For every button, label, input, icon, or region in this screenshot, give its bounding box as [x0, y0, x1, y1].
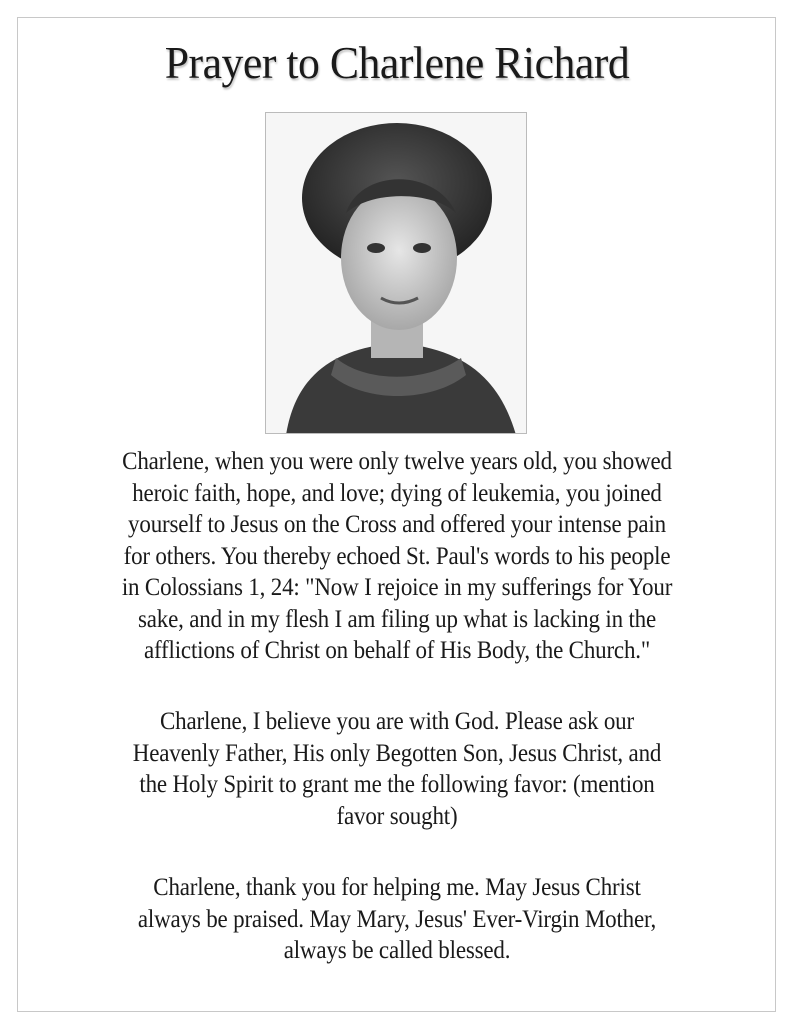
- paragraph-closing: [0, 872, 794, 967]
- text-line: yourself to Jesus on the Cross and offered your intense pain: [128, 511, 666, 538]
- text-line: favor sought): [336, 802, 458, 830]
- text-line: in Colossians 1, 24: "Now I rejoice in my sufferings for Your: [121, 574, 673, 601]
- portrait-image: [266, 113, 527, 434]
- text-line: always be praised. May Mary, Jesus' Ever-Virgin Mother,: [137, 905, 657, 933]
- text-line: afflictions of Christ on behalf of His Body, the Church.": [143, 637, 651, 664]
- text-line: Heavenly Father, His only Begotten Son, Jesus Christ, and: [132, 739, 662, 767]
- paragraph-intro: [0, 446, 794, 667]
- text-line: the Holy Spirit to grant me the following favor: (mention: [139, 771, 655, 798]
- text-line: Charlene, I believe you are with God. Please ask our: [160, 708, 634, 735]
- text-line: Charlene, when you were only twelve years old, you showed: [122, 448, 672, 475]
- text-line: sake, and in my flesh I am filing up what is lacking in the: [137, 605, 657, 633]
- text-line: always be called blessed.: [283, 937, 511, 964]
- page-title: Prayer to Charlene Richard: [164, 37, 630, 88]
- text-line: Charlene, thank you for helping me. May Jesus Christ: [153, 874, 641, 901]
- text-line: for others. You thereby echoed St. Paul's words to his people: [123, 542, 671, 570]
- text-line: heroic faith, hope, and love; dying of leukemia, you joined: [132, 479, 662, 507]
- portrait-photo: [265, 112, 527, 434]
- paragraph-petition: [0, 706, 794, 832]
